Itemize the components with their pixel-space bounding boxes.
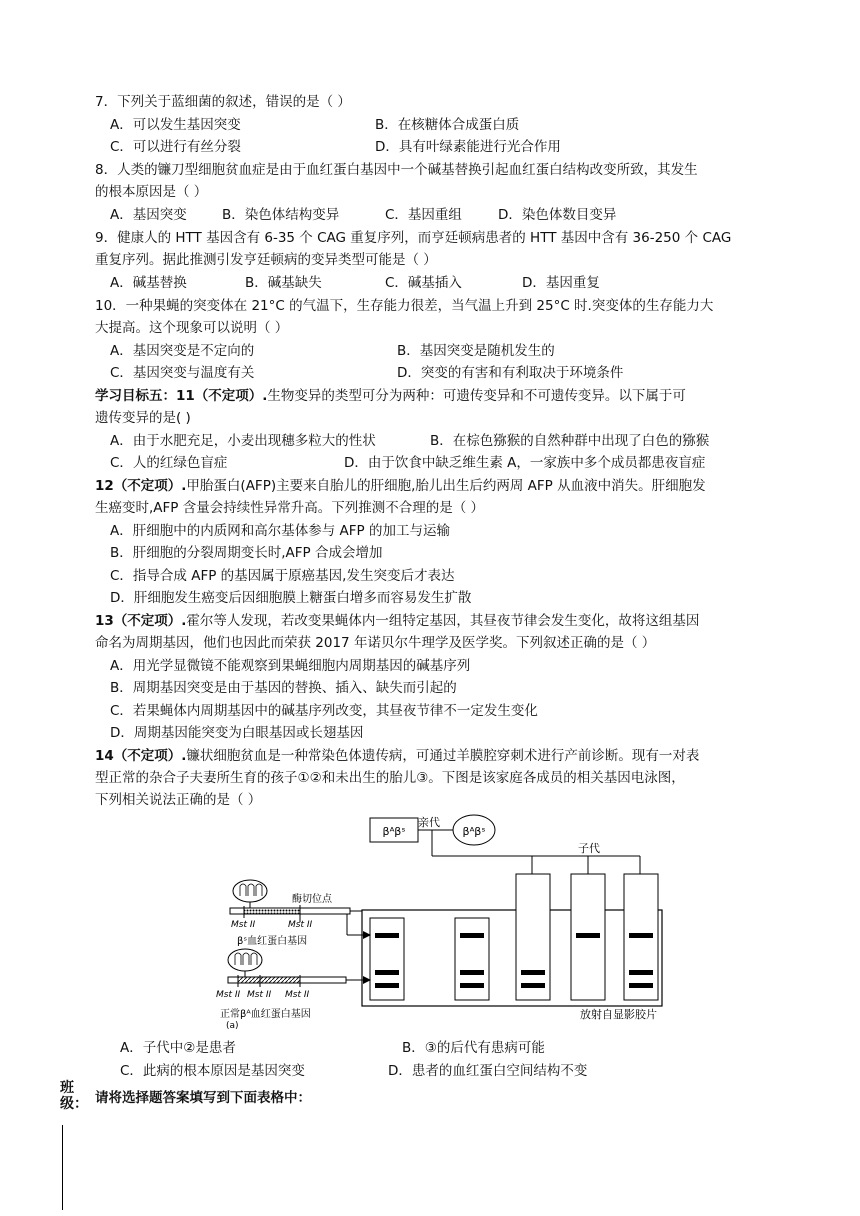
q9-option-c: C．碱基插入 xyxy=(385,275,462,291)
q13-label: 13（不定项）. xyxy=(95,613,187,629)
parent2-genotype: βᴬβˢ xyxy=(462,825,486,838)
q11-option-b: B．在棕色猕猴的自然种群中出现了白色的猕猴 xyxy=(430,433,710,449)
q13-option-d: D．周期基因能突变为白眼基因或长翅基因 xyxy=(110,725,364,741)
parent1-genotype: βᴬβˢ xyxy=(382,825,406,838)
q7-option-b: B．在核糖体合成蛋白质 xyxy=(375,117,520,133)
band xyxy=(521,970,545,975)
q11-option-c: C．人的红绿色盲症 xyxy=(110,455,228,471)
gene-a-label: 正常βᴬ血红蛋白基因 xyxy=(220,1009,311,1020)
film-frame xyxy=(362,910,662,1006)
q10-stem-1: 10．一种果蝇的突变体在 21°C 的气温下，生存能力很差，当气温上升到 25°C 时.突变体的生存能力大 xyxy=(95,298,714,314)
q14-stem-2: 型正常的杂合子夫妻所生育的孩子①②和未出生的胎儿③。下图是该家庭各成员的相关基因电泳图， xyxy=(95,770,685,786)
q13-stem-2: 命名为周期基因，他们也因此而荣获 2017 年诺贝尔牛理学及医学奖。下列叙述正确的是（ ） xyxy=(95,635,656,651)
q8-stem-1: 8．人类的镰刀型细胞贫血症是由于血红蛋白基因中一个碱基替换引起血红蛋白结构改变所致，其发生 xyxy=(95,162,698,178)
q14-option-c: C．此病的根本原因是基因突变 xyxy=(120,1063,305,1079)
q9-option-d: D．基因重复 xyxy=(522,275,600,291)
mst-bot-1: Mst II xyxy=(216,990,241,1000)
q10-option-b: B．基因突变是随机发生的 xyxy=(397,343,555,359)
q10-stem-2: 大提高。这个现象可以说明（ ） xyxy=(95,320,289,336)
panel-a-label: (a) xyxy=(226,1021,239,1031)
band xyxy=(576,933,600,938)
q13-option-b: B．周期基因突变是由于基因的替换、插入、缺失而引起的 xyxy=(110,680,457,696)
q14-stem-3: 下列相关说法正确的是（ ） xyxy=(95,792,262,808)
q11-option-d: D．由于饮食中缺乏维生素 A，一家族中多个成员都患夜盲症 xyxy=(344,455,706,471)
mst-bot-3: Mst II xyxy=(285,990,310,1000)
parents-label: 亲代 xyxy=(418,816,440,829)
q12-option-b: B．肝细胞的分裂周期变长时,AFP 合成会增加 xyxy=(110,545,383,561)
mst-bot-2: Mst II xyxy=(247,990,272,1000)
q14-label: 14（不定项）. xyxy=(95,748,187,764)
cut-site-label: 酶切位点 xyxy=(292,894,332,905)
band xyxy=(460,970,484,975)
band xyxy=(521,983,545,988)
band xyxy=(629,970,653,975)
band xyxy=(460,933,484,938)
film-label: 放射自显影胶片 xyxy=(580,1008,657,1021)
q10-option-a: A．基因突变是不定向的 xyxy=(110,343,255,359)
q11-label: 学习目标五：11（不定项）. xyxy=(95,388,268,404)
offspring-label: 子代 xyxy=(578,842,600,855)
mst-top-1: Mst II xyxy=(231,920,256,930)
q9-option-a: A．碱基替换 xyxy=(110,275,187,291)
q8-option-c: C．基因重组 xyxy=(385,207,462,223)
q10-option-d: D．突变的有害和有利取决于环境条件 xyxy=(397,365,624,381)
band xyxy=(629,983,653,988)
band xyxy=(629,933,653,938)
gene-s-label: βˢ血红蛋白基因 xyxy=(237,936,308,947)
q8-option-a: A．基因突变 xyxy=(110,207,187,223)
q12-stem-text: 甲胎蛋白(AFP)主要来自胎儿的肝细胞,胎儿出生后约两周 AFP 从血液中消失。肝细胞发 xyxy=(186,478,706,494)
q14-option-d: D．患者的血红蛋白空间结构不变 xyxy=(388,1063,588,1079)
q7-option-d: D．具有叶绿素能进行光合作用 xyxy=(375,139,561,155)
q11-stem-2: 遗传变异的是( ) xyxy=(95,410,191,426)
q14-option-b: B．③的后代有患病可能 xyxy=(402,1040,545,1056)
q7-option-a: A．可以发生基因突变 xyxy=(110,117,241,133)
q8-stem-2: 的根本原因是（ ） xyxy=(95,184,208,200)
band xyxy=(460,983,484,988)
probe-top xyxy=(233,880,267,908)
q7-stem: 7．下列关于蓝细菌的叙述，错误的是（ ） xyxy=(95,94,351,110)
q8-option-b: B．染色体结构变异 xyxy=(222,207,340,223)
band xyxy=(375,970,399,975)
q12-label: 12（不定项）. xyxy=(95,478,187,494)
band xyxy=(375,933,399,938)
q11-option-a: A．由于水肥充足，小麦出现穗多粒大的性状 xyxy=(110,433,376,449)
q12-option-c: C．指导合成 AFP 的基因属于原癌基因,发生突变后才表达 xyxy=(110,568,455,584)
mst-top-2: Mst II xyxy=(288,920,313,930)
q9-stem-2: 重复序列。据此推测引发亨廷顿病的变异类型可能是（ ） xyxy=(95,252,437,268)
q12-stem-2: 生癌变时,AFP 含量会持续性异常升高。下列推测不合理的是（ ） xyxy=(95,500,485,516)
q11-stem-text: 生物变异的类型可分为两种：可遗传变异和不可遗传变异。以下属于可 xyxy=(267,388,686,404)
probe-bottom xyxy=(228,949,262,977)
q13-stem-text: 霍尔等人发现，若改变果蝇体内一组特定基因，其昼夜节律会发生变化，故将这组基因 xyxy=(186,613,700,629)
q13-option-c: C．若果蝇体内周期基因中的碱基序列改变，其昼夜节律不一定发生变化 xyxy=(110,703,538,719)
binding-line xyxy=(62,1125,63,1210)
q7-option-c: C．可以进行有丝分裂 xyxy=(110,139,241,155)
lane-child1 xyxy=(516,874,550,1000)
q9-stem-1: 9．健康人的 HTT 基因含有 6-35 个 CAG 重复序列，而亨廷顿病患者的 HTT 基因中含有 36-250 个 CAG xyxy=(95,230,732,246)
q12-option-a: A．肝细胞中的内质网和高尔基体参与 AFP 的加工与运输 xyxy=(110,523,450,539)
q12-option-d: D．肝细胞发生癌变后因细胞膜上糖蛋白增多而容易发生扩散 xyxy=(110,590,472,606)
q8-option-d: D．染色体数目变异 xyxy=(498,207,617,223)
band xyxy=(375,983,399,988)
answer-instruction: 请将选择题答案填写到下面表格中： xyxy=(95,1090,311,1106)
q13-option-a: A．用光学显微镜不能观察到果蝇细胞内周期基因的碱基序列 xyxy=(110,658,471,674)
q14-option-a: A．子代中②是患者 xyxy=(120,1040,236,1056)
class-side-label: 班级： xyxy=(60,1080,88,1112)
q9-option-b: B．碱基缺失 xyxy=(245,275,322,291)
q14-stem-text: 镰状细胞贫血是一种常染色体遗传病，可通过羊膜腔穿刺术进行产前诊断。现有一对表 xyxy=(186,748,700,764)
q10-option-c: C．基因突变与温度有关 xyxy=(110,365,255,381)
